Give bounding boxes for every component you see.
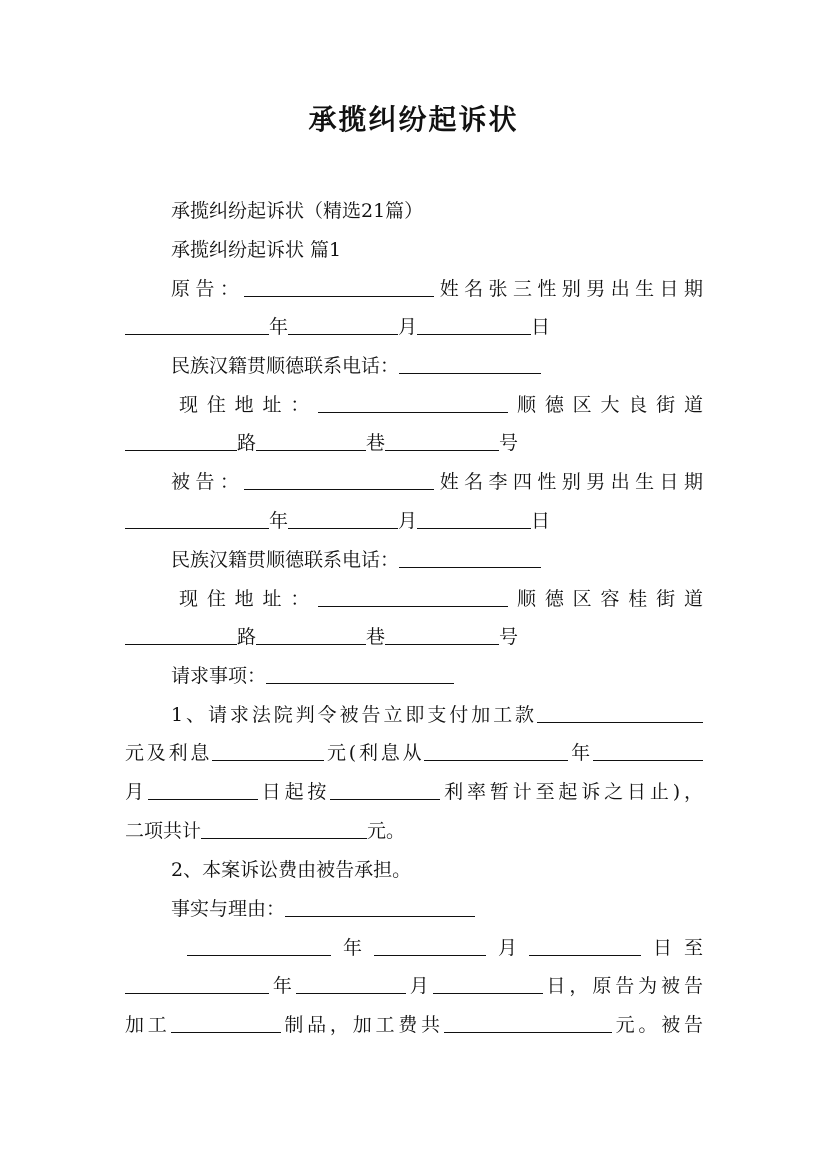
defendant-birth-line: 年 月 日 — [125, 502, 703, 540]
blank-field — [125, 428, 237, 451]
blank-field — [244, 274, 434, 297]
claim-1-total-line: 二项共计 元。 — [125, 812, 703, 850]
plaintiff-line: 原告： 姓名张三性别男出生日期 — [125, 270, 703, 308]
blank-field — [288, 312, 398, 335]
claim-1-rate-line: 月 日起按 利率暂计至起诉之日止)， — [125, 773, 703, 811]
claim-2-line: 2、本案诉讼费由被告承担。 — [171, 859, 412, 881]
blank-field — [385, 428, 499, 451]
blank-field — [417, 506, 531, 529]
facts-heading: 事实与理由： — [125, 890, 703, 928]
defendant-address-line: 现住地址： 顺德区容桂街道 — [125, 580, 703, 618]
blank-field — [433, 971, 543, 994]
blank-field — [593, 738, 703, 761]
plaintiff-birth-line: 年 月 日 — [125, 308, 703, 346]
blank-field — [148, 777, 258, 800]
defendant-line: 被告： 姓名李四性别男出生日期 — [125, 463, 703, 501]
blank-field — [529, 933, 641, 956]
section-heading: 承揽纠纷起诉状 篇1 — [171, 239, 342, 261]
claim-1-line: 1、请求法院判令被告立即支付加工款 — [125, 696, 703, 734]
blank-field — [399, 545, 541, 568]
plaintiff-street-line: 路 巷 号 — [125, 424, 703, 462]
blank-field — [537, 700, 703, 723]
defendant-contact-line: 民族汉籍贯顺德联系电话： — [125, 541, 703, 579]
blank-field — [201, 816, 367, 839]
claims-heading: 请求事项： — [125, 657, 703, 695]
plaintiff-contact-line: 民族汉籍贯顺德联系电话： — [125, 347, 703, 385]
blank-field — [296, 971, 406, 994]
blank-field — [266, 661, 454, 684]
blank-field — [444, 1010, 612, 1033]
blank-field — [187, 933, 331, 956]
blank-field — [424, 738, 568, 761]
subtitle-line: 承揽纠纷起诉状（精选21篇） — [171, 200, 424, 222]
blank-field — [212, 738, 324, 761]
defendant-street-line: 路 巷 号 — [125, 618, 703, 656]
plaintiff-address-line: 现住地址： 顺德区大良街道 — [125, 386, 703, 424]
blank-field — [385, 622, 499, 645]
claim-1-interest-line: 元及利息 元(利息从 年 — [125, 734, 703, 772]
blank-field — [256, 428, 366, 451]
blank-field — [399, 351, 541, 374]
blank-field — [288, 506, 398, 529]
blank-field — [256, 622, 366, 645]
blank-field — [330, 777, 440, 800]
blank-field — [125, 971, 269, 994]
blank-field — [125, 622, 237, 645]
document-title: 承揽纠纷起诉状 — [308, 103, 519, 136]
blank-field — [244, 467, 434, 490]
facts-date-line-2: 年 月 日，原告为被告 — [125, 967, 703, 1005]
blank-field — [285, 894, 475, 917]
facts-date-line: 年 月 日至 — [125, 929, 703, 967]
blank-field — [417, 312, 531, 335]
blank-field — [318, 390, 508, 413]
blank-field — [171, 1010, 281, 1033]
blank-field — [125, 312, 269, 335]
blank-field — [318, 584, 508, 607]
facts-processing-line: 加工 制品，加工费共 元。被告 — [125, 1006, 703, 1044]
blank-field — [374, 933, 486, 956]
blank-field — [125, 506, 269, 529]
